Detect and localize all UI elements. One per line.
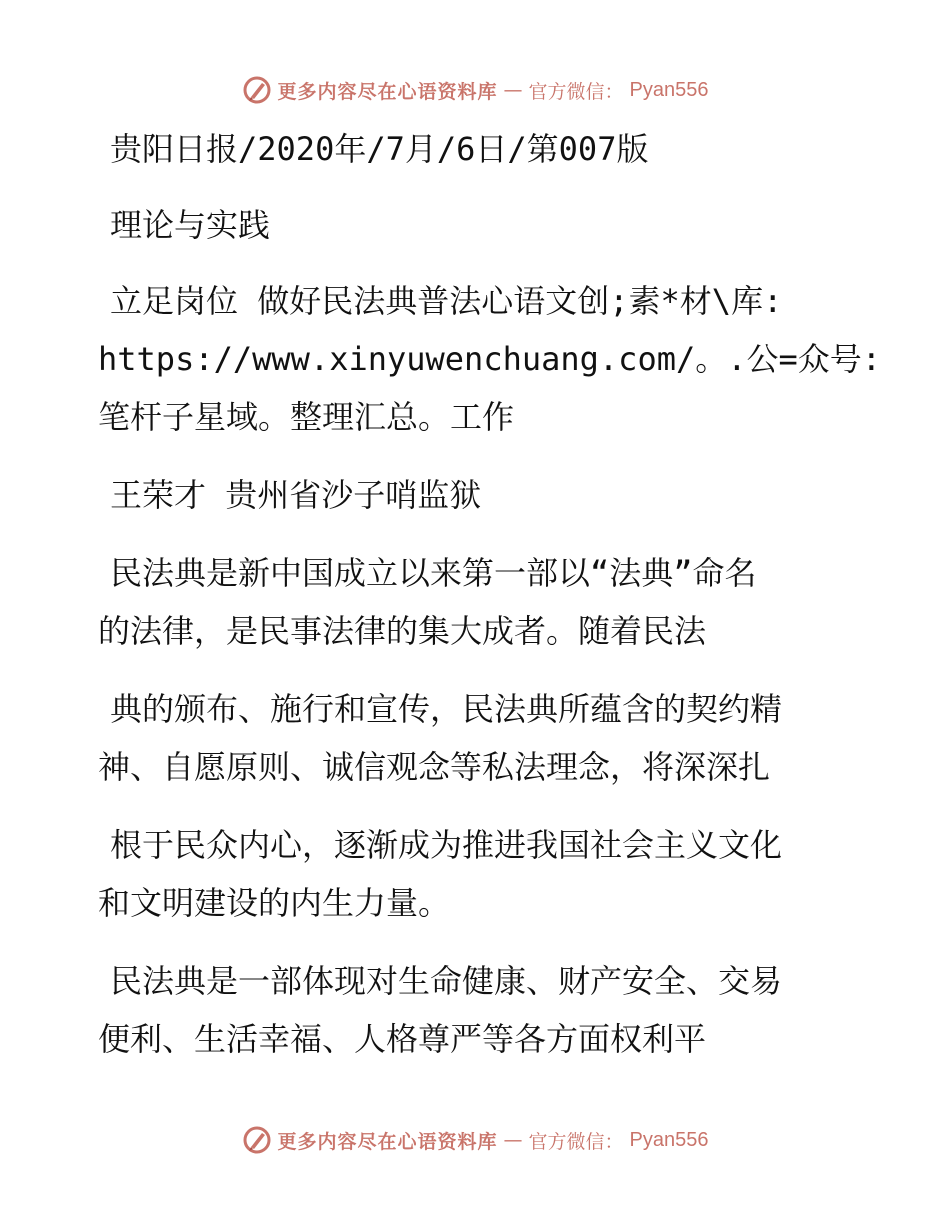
paragraph-4-line-2: 便利、生活幸福、人格尊严等各方面权利平 <box>98 1020 707 1058</box>
document-body <box>98 120 882 1068</box>
author-line: 王荣才 贵州省沙子哨监狱 <box>110 476 482 514</box>
paragraph-1-line-1: 民法典是新中国成立以来第一部以“法典”命名 <box>110 554 757 592</box>
paragraph-1-line-2: 的法律，是民事法律的集大成者。随着民法 <box>98 612 707 650</box>
watermark-wechat-id: Pyan556 <box>629 1128 709 1151</box>
watermark-wechat-id: Pyan556 <box>629 78 709 101</box>
watermark-text: 更多内容尽在心语资料库 <box>277 1130 498 1153</box>
pen-logo-icon <box>242 75 272 105</box>
paragraph-2-line-2: 神、自愿原则、诚信观念等私法理念，将深深扎 <box>98 748 771 786</box>
source-line: 贵阳日报/2020年/7月/6日/第007版 <box>110 130 649 168</box>
pen-logo-icon <box>242 1125 272 1155</box>
section-heading: 理论与实践 <box>110 206 271 244</box>
watermark-banner-top <box>0 70 950 110</box>
paragraph-3-line-2: 和文明建设的内生力量。 <box>98 884 451 922</box>
paragraph-2-line-1: 典的颁布、施行和宣传，民法典所蕴含的契约精 <box>110 690 783 728</box>
article-title-line-1: 立足岗位 做好民法典普法心语文创;素*材\库: <box>110 282 783 320</box>
paragraph-3-line-1: 根于民众内心，逐渐成为推进我国社会主义文化 <box>110 826 783 864</box>
paragraph-4-line-1: 民法典是一部体现对生命健康、财产安全、交易 <box>110 962 783 1000</box>
watermark-wechat-label: 官方微信： <box>528 1130 624 1153</box>
watermark-text: 更多内容尽在心语资料库 <box>277 80 498 103</box>
watermark-banner-bottom <box>0 1120 950 1160</box>
article-title-line-3: 笔杆子星域。整理汇总。工作 <box>98 398 515 436</box>
watermark-wechat-label: 官方微信： <box>528 80 624 103</box>
watermark-separator: — <box>503 1129 523 1151</box>
watermark-separator: — <box>503 79 523 101</box>
article-title-line-2: https://www.xinyuwenchuang.com/。.公=众号: <box>98 340 882 378</box>
